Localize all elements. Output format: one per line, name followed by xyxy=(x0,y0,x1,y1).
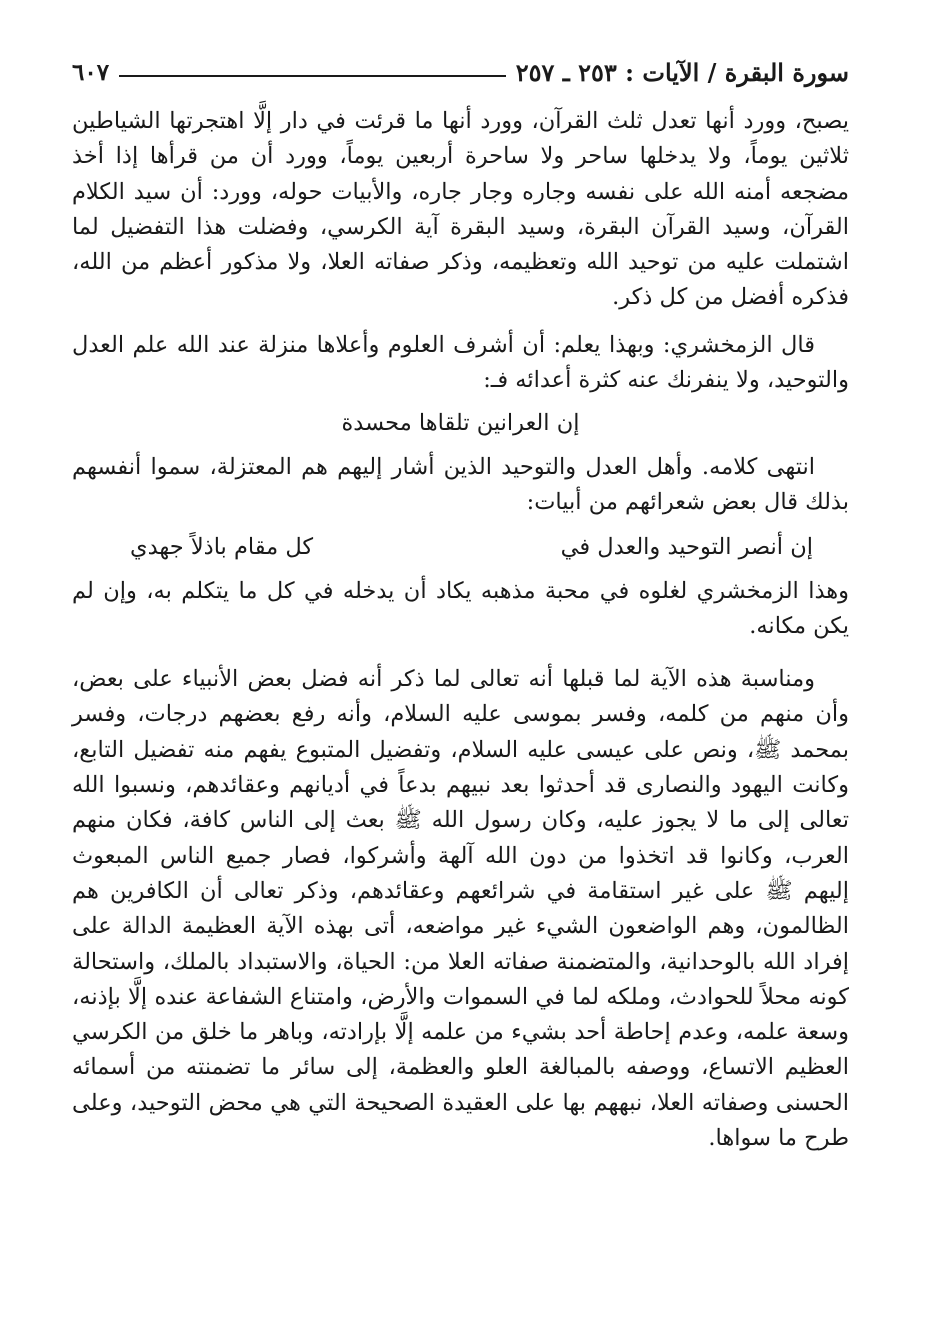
running-header xyxy=(72,52,849,92)
page-body xyxy=(72,104,849,1156)
verse-line-1: إن العرانين تلقاها محسدة xyxy=(341,410,580,437)
header-rule xyxy=(119,75,506,77)
verse-couplet xyxy=(72,530,849,565)
verse-hemistich-second: كل مقام باذلاً جهدي xyxy=(130,534,314,561)
paragraph-3: انتهى كلامه. وأهل العدل والتوحيد الذين أشار إليهم هم المعتزلة، سموا أنفسهم بذلك قال بعض شعرائهم من أبيات: xyxy=(72,453,849,515)
book-page xyxy=(72,52,849,1292)
verse-hemistich-first: إن أنصر التوحيد والعدل في xyxy=(560,534,813,561)
paragraph-5: ومناسبة هذه الآية لما قبلها أنه تعالى لما ذكر أنه فضل بعض الأنبياء على بعض، وأن منهم من كلمه، وفسر بموسى عليه السلام، وأنه رفع بعضهم درجات، وفسر بمحمد ﷺ، ونص على عيسى عليه السلام، وتفضيل المتبوع يفهم منه تفضيل التابع، وكانت اليهود والنصارى قد أحدثوا بعد نبيهم بدعاً في أديانهم وعقائدهم، ونسبوا الله تعالى إلى ما لا يجوز عليه، وكان رسول الله ﷺ بعث إلى الناس كافة، فكان منهم العرب، وكانوا قد اتخذوا من دون الله آلهة وأشركوا، فصار جميع الناس المبعوث إليهم ﷺ على غير استقامة في شرائعهم وعقائدهم، وذكر تعالى أن الكافرين هم الظالمون، وهم الواضعون الشيء غير مواضعه، أتى بهذه الآية العظيمة الدالة على إفراد الله بالوحدانية، والمتضمنة صفاته العلا من: الحياة، والاستبداد بالملك، واستحالة كونه محلاً للحوادث، وملكه لما في السموات والأرض، وامتناع الشفاعة عنده إلَّا بإذنه، وسعة علمه، وعدم إحاطة أحد بشيء من علمه إلَّا بإرادته، وباهر ما خلق من الكرسي العظيم الاتساع، ووصفه بالمبالغة العلو والعظمة، إلى سائر ما تضمنته من أسمائه الحسنى وصفاته العلا، نبههم بها على العقيدة الصحيحة التي هي محض التوحيد، وعلى طرح ما سواها. xyxy=(72,666,849,1152)
paragraph-4: وهذا الزمخشري لغلوه في محبة مذهبه يكاد أن يدخله في كل ما يتكلم به، وإن لم يكن مكانه. xyxy=(72,577,849,639)
surah-title: سورة البقرة / الآيات : ٢٥٣ ـ ٢٥٧ xyxy=(515,57,849,87)
page-number: ٦٠٧ xyxy=(72,58,110,86)
paragraph-2: قال الزمخشري: وبهذا يعلم: أن أشرف العلوم وأعلاها منزلة عند الله علم العدل والتوحيد، ولا ينفرنك عنه كثرة أعدائه فـ: xyxy=(72,331,849,394)
paragraph-1: يصبح، وورد أنها تعدل ثلث القرآن، وورد أنها ما قرئت في دار إلَّا اهتجرتها الشياطين ثلاثين يوماً، ولا يدخلها ساحر ولا ساحرة أربعين يوماً، وورد أن من قرأها إذا أخذ مضجعه أمنه الله على نفسه وجاره وجار جاره، والأبيات حوله، وورد: أن سيد الكلام القرآن، وسيد القرآن البقرة، وسيد البقرة آية الكرسي، وفضلت هذا التفضيل لما اشتملت عليه من توحيد الله وتعظيمه، وذكر صفاته العلا، ولا مذكور أعظم من الله، فذكره أفضل من كل ذكر. xyxy=(72,108,849,311)
